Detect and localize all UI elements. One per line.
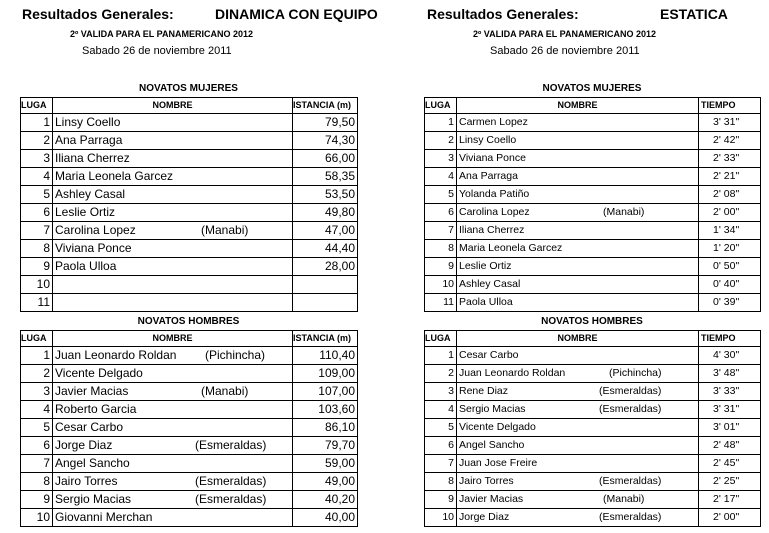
- rank-cell: 5: [21, 419, 53, 437]
- athlete-name: Iliana Cherrez: [55, 151, 130, 165]
- table-row: [21, 455, 358, 473]
- result-cell: 2' 00": [699, 204, 761, 222]
- name-cell: [457, 419, 699, 437]
- athlete-name: Leslie Ortiz: [55, 205, 116, 219]
- result-cell: 2' 42": [699, 132, 761, 150]
- table-row: [21, 240, 358, 258]
- athlete-name: Angel Sancho: [459, 439, 525, 451]
- athlete-name: Yolanda Patiño: [459, 188, 530, 200]
- rank-cell: 3: [21, 150, 53, 168]
- table-row: [21, 132, 358, 150]
- table-row: [425, 204, 761, 222]
- table-row: [21, 276, 358, 294]
- result-cell: 53,50: [293, 186, 358, 204]
- right-women-title: NOVATOS MUJERES: [542, 83, 642, 94]
- rank-cell: 4: [425, 168, 457, 186]
- athlete-province: (Manabi): [603, 493, 645, 505]
- result-cell: 74,30: [293, 132, 358, 150]
- athlete-name: Sergio Macias: [459, 403, 526, 415]
- athlete-name: Vicente Delgado: [459, 421, 536, 433]
- result-cell: 0' 50": [699, 258, 761, 276]
- result-cell: 66,00: [293, 150, 358, 168]
- rank-cell: 1: [21, 347, 53, 365]
- table-row: [21, 437, 358, 455]
- name-cell: [53, 258, 293, 276]
- name-cell: [53, 437, 293, 455]
- athlete-name: Ashley Casal: [55, 187, 126, 201]
- name-cell: [457, 276, 699, 294]
- column-header-name: NOMBRE: [53, 331, 293, 347]
- table-row: [425, 347, 761, 365]
- athlete-name: Paola Ulloa: [459, 296, 513, 308]
- column-header-rank: LUGA: [21, 98, 53, 114]
- table-row: [21, 186, 358, 204]
- table-row: [21, 419, 358, 437]
- athlete-province: (Esmeraldas): [599, 403, 662, 415]
- name-cell: [53, 347, 293, 365]
- athlete-name: Paola Ulloa: [55, 259, 117, 273]
- right-women-table: [424, 97, 761, 312]
- athlete-name: Javier Macias: [55, 384, 129, 398]
- athlete-name: Linsy Coello: [55, 115, 121, 129]
- name-cell: [457, 455, 699, 473]
- name-cell: [53, 383, 293, 401]
- athlete-province: (Pichincha): [205, 348, 266, 362]
- rank-cell: 1: [425, 114, 457, 132]
- rank-cell: 4: [21, 401, 53, 419]
- result-cell: 2' 33": [699, 150, 761, 168]
- name-cell: [53, 401, 293, 419]
- result-cell: 0' 39": [699, 294, 761, 312]
- name-cell: [457, 168, 699, 186]
- column-header-rank: LUGA: [425, 331, 457, 347]
- rank-cell: 9: [425, 258, 457, 276]
- athlete-name: Ashley Casal: [459, 278, 521, 290]
- table-row: [21, 168, 358, 186]
- rank-cell: 7: [21, 222, 53, 240]
- table-row: [21, 473, 358, 491]
- left-women-table: [20, 97, 358, 312]
- name-cell: [53, 365, 293, 383]
- rank-cell: 7: [21, 455, 53, 473]
- name-cell: [457, 347, 699, 365]
- name-cell: [53, 222, 293, 240]
- athlete-province: (Esmeraldas): [599, 511, 662, 523]
- result-cell: 2' 48": [699, 437, 761, 455]
- name-cell: [53, 294, 293, 312]
- table-row: [425, 383, 761, 401]
- athlete-name: Iliana Cherrez: [459, 224, 525, 236]
- column-header-rank: LUGA: [425, 98, 457, 114]
- athlete-name: Ana Parraga: [55, 133, 123, 147]
- rank-cell: 10: [21, 509, 53, 527]
- result-cell: 40,20: [293, 491, 358, 509]
- table-row: [425, 168, 761, 186]
- name-cell: [457, 132, 699, 150]
- table-row: [425, 491, 761, 509]
- rank-cell: 5: [425, 186, 457, 204]
- column-header-rank: LUGA: [21, 331, 53, 347]
- athlete-name: Cesar Carbo: [55, 420, 124, 434]
- athlete-name: Roberto Garcia: [55, 402, 137, 416]
- athlete-province: (Pichincha): [609, 367, 662, 379]
- table-row: [21, 114, 358, 132]
- table-row: [21, 383, 358, 401]
- result-cell: 40,00: [293, 509, 358, 527]
- name-cell: [53, 491, 293, 509]
- result-cell: 2' 08": [699, 186, 761, 204]
- athlete-province: (Manabi): [603, 206, 645, 218]
- table-row: [425, 240, 761, 258]
- table-row: [425, 401, 761, 419]
- result-cell: 2' 21": [699, 168, 761, 186]
- athlete-name: Cesar Carbo: [459, 349, 519, 361]
- result-cell: 2' 17": [699, 491, 761, 509]
- table-row: [425, 437, 761, 455]
- left-subtitle: 2º VALIDA PARA EL PANAMERICANO 2012: [70, 29, 253, 39]
- name-cell: [53, 455, 293, 473]
- athlete-name: Ana Parraga: [459, 170, 518, 182]
- result-cell: 4' 30": [699, 347, 761, 365]
- rank-cell: 10: [425, 276, 457, 294]
- result-cell: 0' 40": [699, 276, 761, 294]
- table-row: [425, 186, 761, 204]
- table-row: [21, 509, 358, 527]
- result-cell: 3' 01": [699, 419, 761, 437]
- rank-cell: 10: [21, 276, 53, 294]
- rank-cell: 8: [21, 240, 53, 258]
- rank-cell: 2: [425, 365, 457, 383]
- result-cell: 58,35: [293, 168, 358, 186]
- table-row: [21, 150, 358, 168]
- athlete-name: Jairo Torres: [55, 474, 118, 488]
- rank-cell: 6: [425, 437, 457, 455]
- name-cell: [53, 204, 293, 222]
- left-men-table: [20, 330, 358, 527]
- table-row: [425, 473, 761, 491]
- rank-cell: 9: [21, 491, 53, 509]
- table-row: [425, 114, 761, 132]
- column-header-value: ISTANCIA (m): [293, 331, 358, 347]
- table-row: [425, 294, 761, 312]
- result-cell: 28,00: [293, 258, 358, 276]
- athlete-name: Leslie Ortiz: [459, 260, 512, 272]
- result-cell: 3' 33": [699, 383, 761, 401]
- table-row: [425, 258, 761, 276]
- rank-cell: 5: [21, 186, 53, 204]
- table-header-row: [21, 98, 358, 114]
- table-row: [21, 401, 358, 419]
- athlete-name: Jorge Diaz: [459, 511, 510, 523]
- athlete-name: Rene Diaz: [459, 385, 509, 397]
- rank-cell: 9: [425, 491, 457, 509]
- rank-cell: 2: [21, 132, 53, 150]
- name-cell: [457, 186, 699, 204]
- left-women-title: NOVATOS MUJERES: [139, 83, 238, 94]
- name-cell: [53, 473, 293, 491]
- name-cell: [53, 168, 293, 186]
- athlete-province: (Manabi): [201, 384, 249, 398]
- right-subtitle: 2º VALIDA PARA EL PANAMERICANO 2012: [473, 29, 656, 39]
- left-title: Resultados Generales:: [22, 6, 174, 22]
- athlete-name: Juan Leonardo Roldan: [55, 348, 177, 362]
- athlete-name: Juan Leonardo Roldan: [459, 367, 566, 379]
- left-men-title: NOVATOS HOMBRES: [137, 316, 240, 327]
- column-header-name: NOMBRE: [457, 331, 699, 347]
- table-row: [21, 347, 358, 365]
- name-cell: [457, 473, 699, 491]
- table-row: [21, 258, 358, 276]
- athlete-province: (Esmeraldas): [599, 475, 662, 487]
- table-row: [425, 132, 761, 150]
- table-row: [425, 455, 761, 473]
- athlete-province: (Manabi): [201, 223, 249, 237]
- name-cell: [457, 509, 699, 527]
- athlete-name: Linsy Coello: [459, 134, 517, 146]
- rank-cell: 3: [425, 383, 457, 401]
- table-row: [425, 365, 761, 383]
- right-title: Resultados Generales:: [427, 6, 579, 22]
- name-cell: [53, 132, 293, 150]
- rank-cell: 5: [425, 419, 457, 437]
- athlete-province: (Esmeraldas): [195, 492, 267, 506]
- rank-cell: 11: [425, 294, 457, 312]
- athlete-name: Viviana Ponce: [55, 241, 132, 255]
- rank-cell: 1: [21, 114, 53, 132]
- right-category: ESTATICA: [660, 6, 728, 22]
- rank-cell: 1: [425, 347, 457, 365]
- name-cell: [457, 150, 699, 168]
- result-cell: 3' 31": [699, 114, 761, 132]
- table-row: [425, 276, 761, 294]
- result-cell: 103,60: [293, 401, 358, 419]
- result-cell: 49,00: [293, 473, 358, 491]
- rank-cell: 10: [425, 509, 457, 527]
- result-cell: 1' 20": [699, 240, 761, 258]
- result-cell: 1' 34": [699, 222, 761, 240]
- name-cell: [457, 240, 699, 258]
- table-row: [425, 222, 761, 240]
- athlete-name: Angel Sancho: [55, 456, 130, 470]
- name-cell: [457, 258, 699, 276]
- name-cell: [457, 294, 699, 312]
- rank-cell: 4: [21, 168, 53, 186]
- result-cell: 47,00: [293, 222, 358, 240]
- result-cell: 79,70: [293, 437, 358, 455]
- name-cell: [457, 401, 699, 419]
- rank-cell: 7: [425, 222, 457, 240]
- result-cell: 110,40: [293, 347, 358, 365]
- athlete-province: (Esmeraldas): [599, 385, 662, 397]
- athlete-name: Jorge Diaz: [55, 438, 113, 452]
- result-cell: 79,50: [293, 114, 358, 132]
- name-cell: [457, 222, 699, 240]
- name-cell: [53, 186, 293, 204]
- left-date: Sabado 26 de noviembre 2011: [82, 45, 232, 57]
- rank-cell: 7: [425, 455, 457, 473]
- name-cell: [457, 204, 699, 222]
- result-cell: 3' 31": [699, 401, 761, 419]
- result-cell: 107,00: [293, 383, 358, 401]
- athlete-province: (Esmeraldas): [195, 474, 267, 488]
- rank-cell: 2: [425, 132, 457, 150]
- athlete-name: Javier Macias: [459, 493, 524, 505]
- rank-cell: 6: [21, 437, 53, 455]
- athlete-name: Maria Leonela Garcez: [55, 169, 174, 183]
- rank-cell: 9: [21, 258, 53, 276]
- table-header-row: [425, 331, 761, 347]
- result-cell: 59,00: [293, 455, 358, 473]
- athlete-name: Juan Jose Freire: [459, 457, 538, 469]
- result-cell: [293, 276, 358, 294]
- table-row: [425, 419, 761, 437]
- athlete-name: Giovanni Merchan: [55, 510, 153, 524]
- athlete-name: Viviana Ponce: [459, 152, 526, 164]
- athlete-name: Sergio Macias: [55, 492, 132, 506]
- name-cell: [457, 491, 699, 509]
- rank-cell: 3: [425, 150, 457, 168]
- athlete-name: Jairo Torres: [459, 475, 514, 487]
- table-row: [425, 150, 761, 168]
- right-men-title: NOVATOS HOMBRES: [541, 316, 643, 327]
- name-cell: [457, 437, 699, 455]
- result-cell: 2' 00": [699, 509, 761, 527]
- table-row: [21, 204, 358, 222]
- name-cell: [53, 276, 293, 294]
- athlete-name: Carolina Lopez: [55, 223, 136, 237]
- name-cell: [53, 240, 293, 258]
- column-header-value: TIEMPO: [699, 331, 761, 347]
- right-date: Sabado 26 de noviembre 2011: [490, 45, 640, 57]
- rank-cell: 2: [21, 365, 53, 383]
- name-cell: [53, 150, 293, 168]
- result-cell: 44,40: [293, 240, 358, 258]
- rank-cell: 3: [21, 383, 53, 401]
- name-cell: [53, 509, 293, 527]
- name-cell: [457, 365, 699, 383]
- athlete-name: Maria Leonela Garcez: [459, 242, 563, 254]
- result-cell: 2' 25": [699, 473, 761, 491]
- rank-cell: 4: [425, 401, 457, 419]
- column-header-value: TIEMPO: [699, 98, 761, 114]
- right-men-table: [424, 330, 761, 527]
- table-row: [21, 491, 358, 509]
- column-header-name: NOMBRE: [457, 98, 699, 114]
- rank-cell: 8: [425, 473, 457, 491]
- column-header-name: NOMBRE: [53, 98, 293, 114]
- result-cell: 2' 45": [699, 455, 761, 473]
- athlete-name: Carmen Lopez: [459, 116, 528, 128]
- athlete-name: Vicente Delgado: [55, 366, 143, 380]
- rank-cell: 8: [21, 473, 53, 491]
- table-row: [425, 509, 761, 527]
- rank-cell: 6: [425, 204, 457, 222]
- name-cell: [53, 419, 293, 437]
- rank-cell: 8: [425, 240, 457, 258]
- name-cell: [457, 114, 699, 132]
- table-row: [21, 365, 358, 383]
- table-header-row: [425, 98, 761, 114]
- athlete-name: Carolina Lopez: [459, 206, 530, 218]
- name-cell: [53, 114, 293, 132]
- result-cell: [293, 294, 358, 312]
- name-cell: [457, 383, 699, 401]
- result-cell: 109,00: [293, 365, 358, 383]
- result-cell: 49,80: [293, 204, 358, 222]
- athlete-province: (Esmeraldas): [195, 438, 267, 452]
- column-header-value: ISTANCIA (m): [293, 98, 358, 114]
- result-cell: 3' 48": [699, 365, 761, 383]
- table-header-row: [21, 331, 358, 347]
- table-row: [21, 222, 358, 240]
- rank-cell: 11: [21, 294, 53, 312]
- rank-cell: 6: [21, 204, 53, 222]
- result-cell: 86,10: [293, 419, 358, 437]
- table-row: [21, 294, 358, 312]
- left-category: DINAMICA CON EQUIPO: [215, 6, 378, 22]
